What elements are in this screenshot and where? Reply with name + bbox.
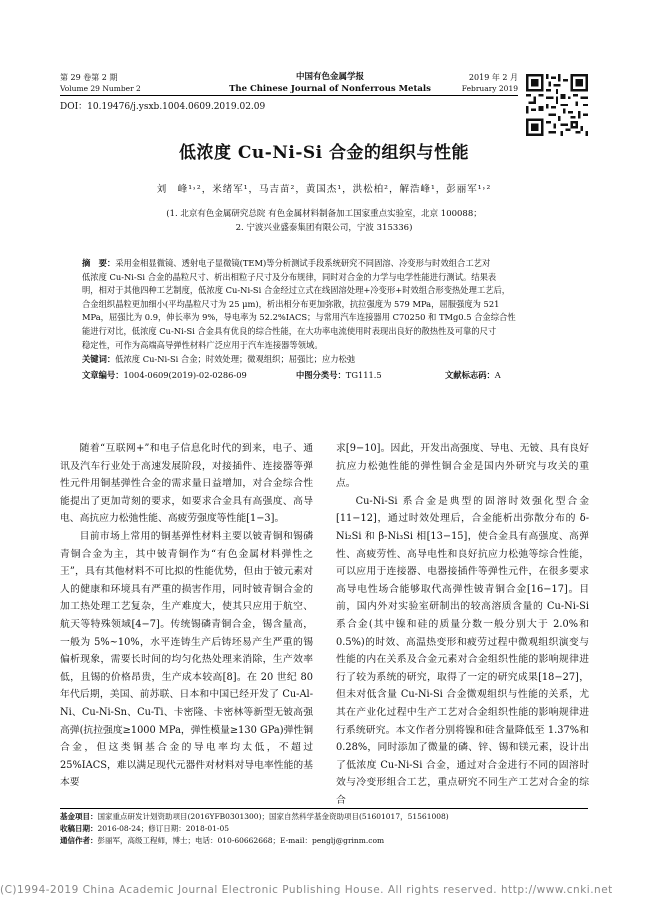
abstract-line: MPa，屈强比为 0.9，伸长率为 9%，导电率为 52.2%IACS；与常用汽车连接器用 C70250 和 TMg0.5 合金综合性 — [82, 312, 516, 323]
footnote-rule — [60, 808, 588, 809]
received-text: 2016-08-24；修订日期：2018-01-05 — [97, 824, 229, 833]
affiliation-2: 2. 宁波兴业盛泰集团有限公司，宁波 315336) — [235, 223, 413, 233]
issue-date-en: February 2019 — [461, 84, 518, 93]
journal-name-cn: 中国有色金属学报 — [295, 72, 364, 82]
abstract-line: 采用金相显微镜、透射电子显微镜(TEM)等分析测试手段系统研究不同固溶、冷变形与时效组合工艺对 — [115, 258, 491, 268]
article-title: 低浓度 Cu-Ni-Si 合金的组织与性能 — [178, 143, 470, 163]
doi: DOI：10.19476/j.ysxb.1004.0609.2019.02.09 — [60, 102, 266, 112]
abstract-line: 稳定性，可作为高端高导弹性材料广泛应用于汽车连接器等领域。 — [82, 339, 323, 350]
keywords: 低浓度 Cu-Ni-Si 合金；时效处理；微观组织；屈强比；应力松弛 — [115, 354, 356, 365]
abstract-line: 低浓度 Cu-Ni-Si 合金的晶粒尺寸、析出相粒子尺寸及分布规律，同时对合金的力学与电学性能进行测试。结果表 — [82, 271, 497, 282]
abstract-line: 明，相对于其他四种工艺制度，低浓度 Cu-Ni-Si 合金经过立式在线固溶处理+冷变形+时效组合形变热处理工艺后， — [82, 285, 511, 296]
body-column-right — [336, 440, 589, 809]
journal-name-en: The Chinese Journal of Nonferrous Metals — [229, 84, 431, 94]
body-paragraph: 随着“互联网+”和电子信息化时代的到来，电子、通讯及汽车行业处于高速发展阶段，对接插件、连接器等弹性元件用铜基弹性合金的需求量日益增加，对合金综合性能提出了更加苛刻的要求，如要求合金具有高强度、高导电、高抗应力松弛性能、高疲劳强度等性能[1−3]。 — [60, 443, 313, 525]
abstract-line: 能进行对比，低浓度 Cu-Ni-Si 合金具有优良的综合性能，在大功率电流使用时表现出良好的散热性及可靠的尺寸 — [82, 325, 497, 336]
corresponding-label: 通信作者： — [60, 836, 98, 845]
article-number-label: 文章编号： — [82, 370, 124, 380]
body-column-left — [60, 440, 313, 792]
article-number — [82, 369, 247, 381]
author-list: 刘 峰¹˒²，米绪军¹，马吉苗²，黄国杰¹，洪松柏²，解浩峰¹，彭丽军¹˒² — [156, 184, 492, 195]
clc-label: 中图分类号： — [296, 370, 346, 380]
abstract-line: 合金组织晶粒更加细小(平均晶粒尺寸为 25 μm)，析出相分布更加弥散，抗拉强度为 579 MPa，屈服强度为 521 — [82, 298, 500, 309]
body-paragraph: 求[9−10]。因此，开发出高强度、导电、无铍、具有良好抗应力松弛性能的弹性铜合金是国内外研究与攻关的重点。 — [336, 443, 589, 490]
funding-label: 基金项目： — [60, 812, 98, 821]
volume-en: Volume 29 Number 2 — [60, 84, 141, 93]
document-code-value: A — [494, 370, 501, 380]
copyright-watermark: (C)1994-2019 China Academic Journal Electronic Publishing House. All rights reserved. http://www.cnki.net — [0, 884, 613, 896]
clc-number — [296, 369, 382, 381]
document-code-label: 文献标志码： — [445, 370, 495, 380]
corresponding-text: 彭丽军，高级工程师，博士；电话：010-60662668；E-mail：penglj@grinm.com — [97, 836, 385, 845]
abstract — [82, 257, 576, 367]
clc-value: TG111.5 — [345, 370, 382, 380]
affiliation-1: (1. 北京有色金属研究总院 有色金属材料制备加工国家重点实验室，北京 100088； — [166, 209, 482, 219]
document-code — [445, 369, 501, 381]
issue-date-cn: 2019 年 2 月 — [468, 73, 518, 82]
body-paragraph: 目前市场上常用的铜基弹性材料主要以铍青铜和锡磷青铜合金为主，其中铍青铜作为“有色金属材料弹性之王”，具有其他材料不可比拟的性能优势，但由于铍元素对人的健康和环境具有严重的损害作用，同时铍青铜合金的加工热处理工艺复杂，生产难度大，使其只应用于航空、航天等特殊领域[4−7]。传统锡磷青铜合金，锡含量高，一般为 5%~10%，水平连铸生产后铸坯易产生严重的锡偏析现象，需要长时间的均匀化热处理来消除，生产效率低，且锡的价格昂贵，生产成本较高[8]。在 20 世纪 80 年代后期，美国、前苏联、日本和中国已经开发了 Cu-Al-Ni、Cu-Ni-Sn、Cu-Ti、卡密隆、卡密林等新型无铍高强高弹(抗拉强度≥1000 MPa，弹性模量≥130 GPa)弹性铜合金，但这类铜基合金的导电率均太低，不超过 25%IACS，难以满足现代元器件对材料对导电率性能的基本要 — [60, 530, 313, 789]
abstract-label: 摘 要： — [82, 258, 116, 268]
received-label: 收稿日期： — [60, 824, 98, 833]
funding-text: 国家重点研发计划资助项目(2016YFB0301300)；国家自然科学基金资助项目(51601017，51561008) — [97, 812, 449, 821]
body-paragraph: Cu-Ni-Si 系合金是典型的固溶时效强化型合金[11−12]，通过时效处理后，合金能析出弥散分布的 δ-Ni₂Si 和 β-Ni₃Si 相[13−15]，使合金具有高强度、高弹性、高疲劳性、高导电性和良好抗应力松弛等综合性能，可以应用于连接器、电器接插件等弹性元件，在很多要求高导电性场合能够取代高弹性铍青铜合金[16−17]。目前，国内外对实验室研制出的较高溶质含量的 Cu-Ni-Si 系合金(其中镍和硅的质量分数一般分别大于 2.0%和 0.5%)的时效、高温热变形和疲劳过程中微观组织演变与性能的内在关系及合金元素对合金组织性能的影响规律进行了较为系统的研究，取得了一定的研究成果[18−27]，但未对低含量 Cu-Ni-Si 合金微观组织与性能的关系，尤其在产业化过程中生产工艺对合金组织性能的影响规律进行系统研究。本文作者分别将镍和硅含量降低至 1.37%和 0.28%，同时添加了微量的磷、锌、锡和镁元素，设计出了低浓度 Cu-Ni-Si 合金，通过对合金进行不同的固溶时效与冷变形组合工艺，重点研究不同生产工艺对合金的综合 — [336, 495, 589, 806]
volume-cn: 第 29 卷第 2 期 — [60, 73, 118, 82]
article-number-value: 1004-0609(2019)-02-0286-09 — [123, 370, 247, 380]
header-rule — [60, 95, 518, 96]
footnotes — [60, 811, 600, 847]
keywords-label: 关键词： — [82, 354, 116, 365]
qr-code-icon — [526, 74, 588, 136]
